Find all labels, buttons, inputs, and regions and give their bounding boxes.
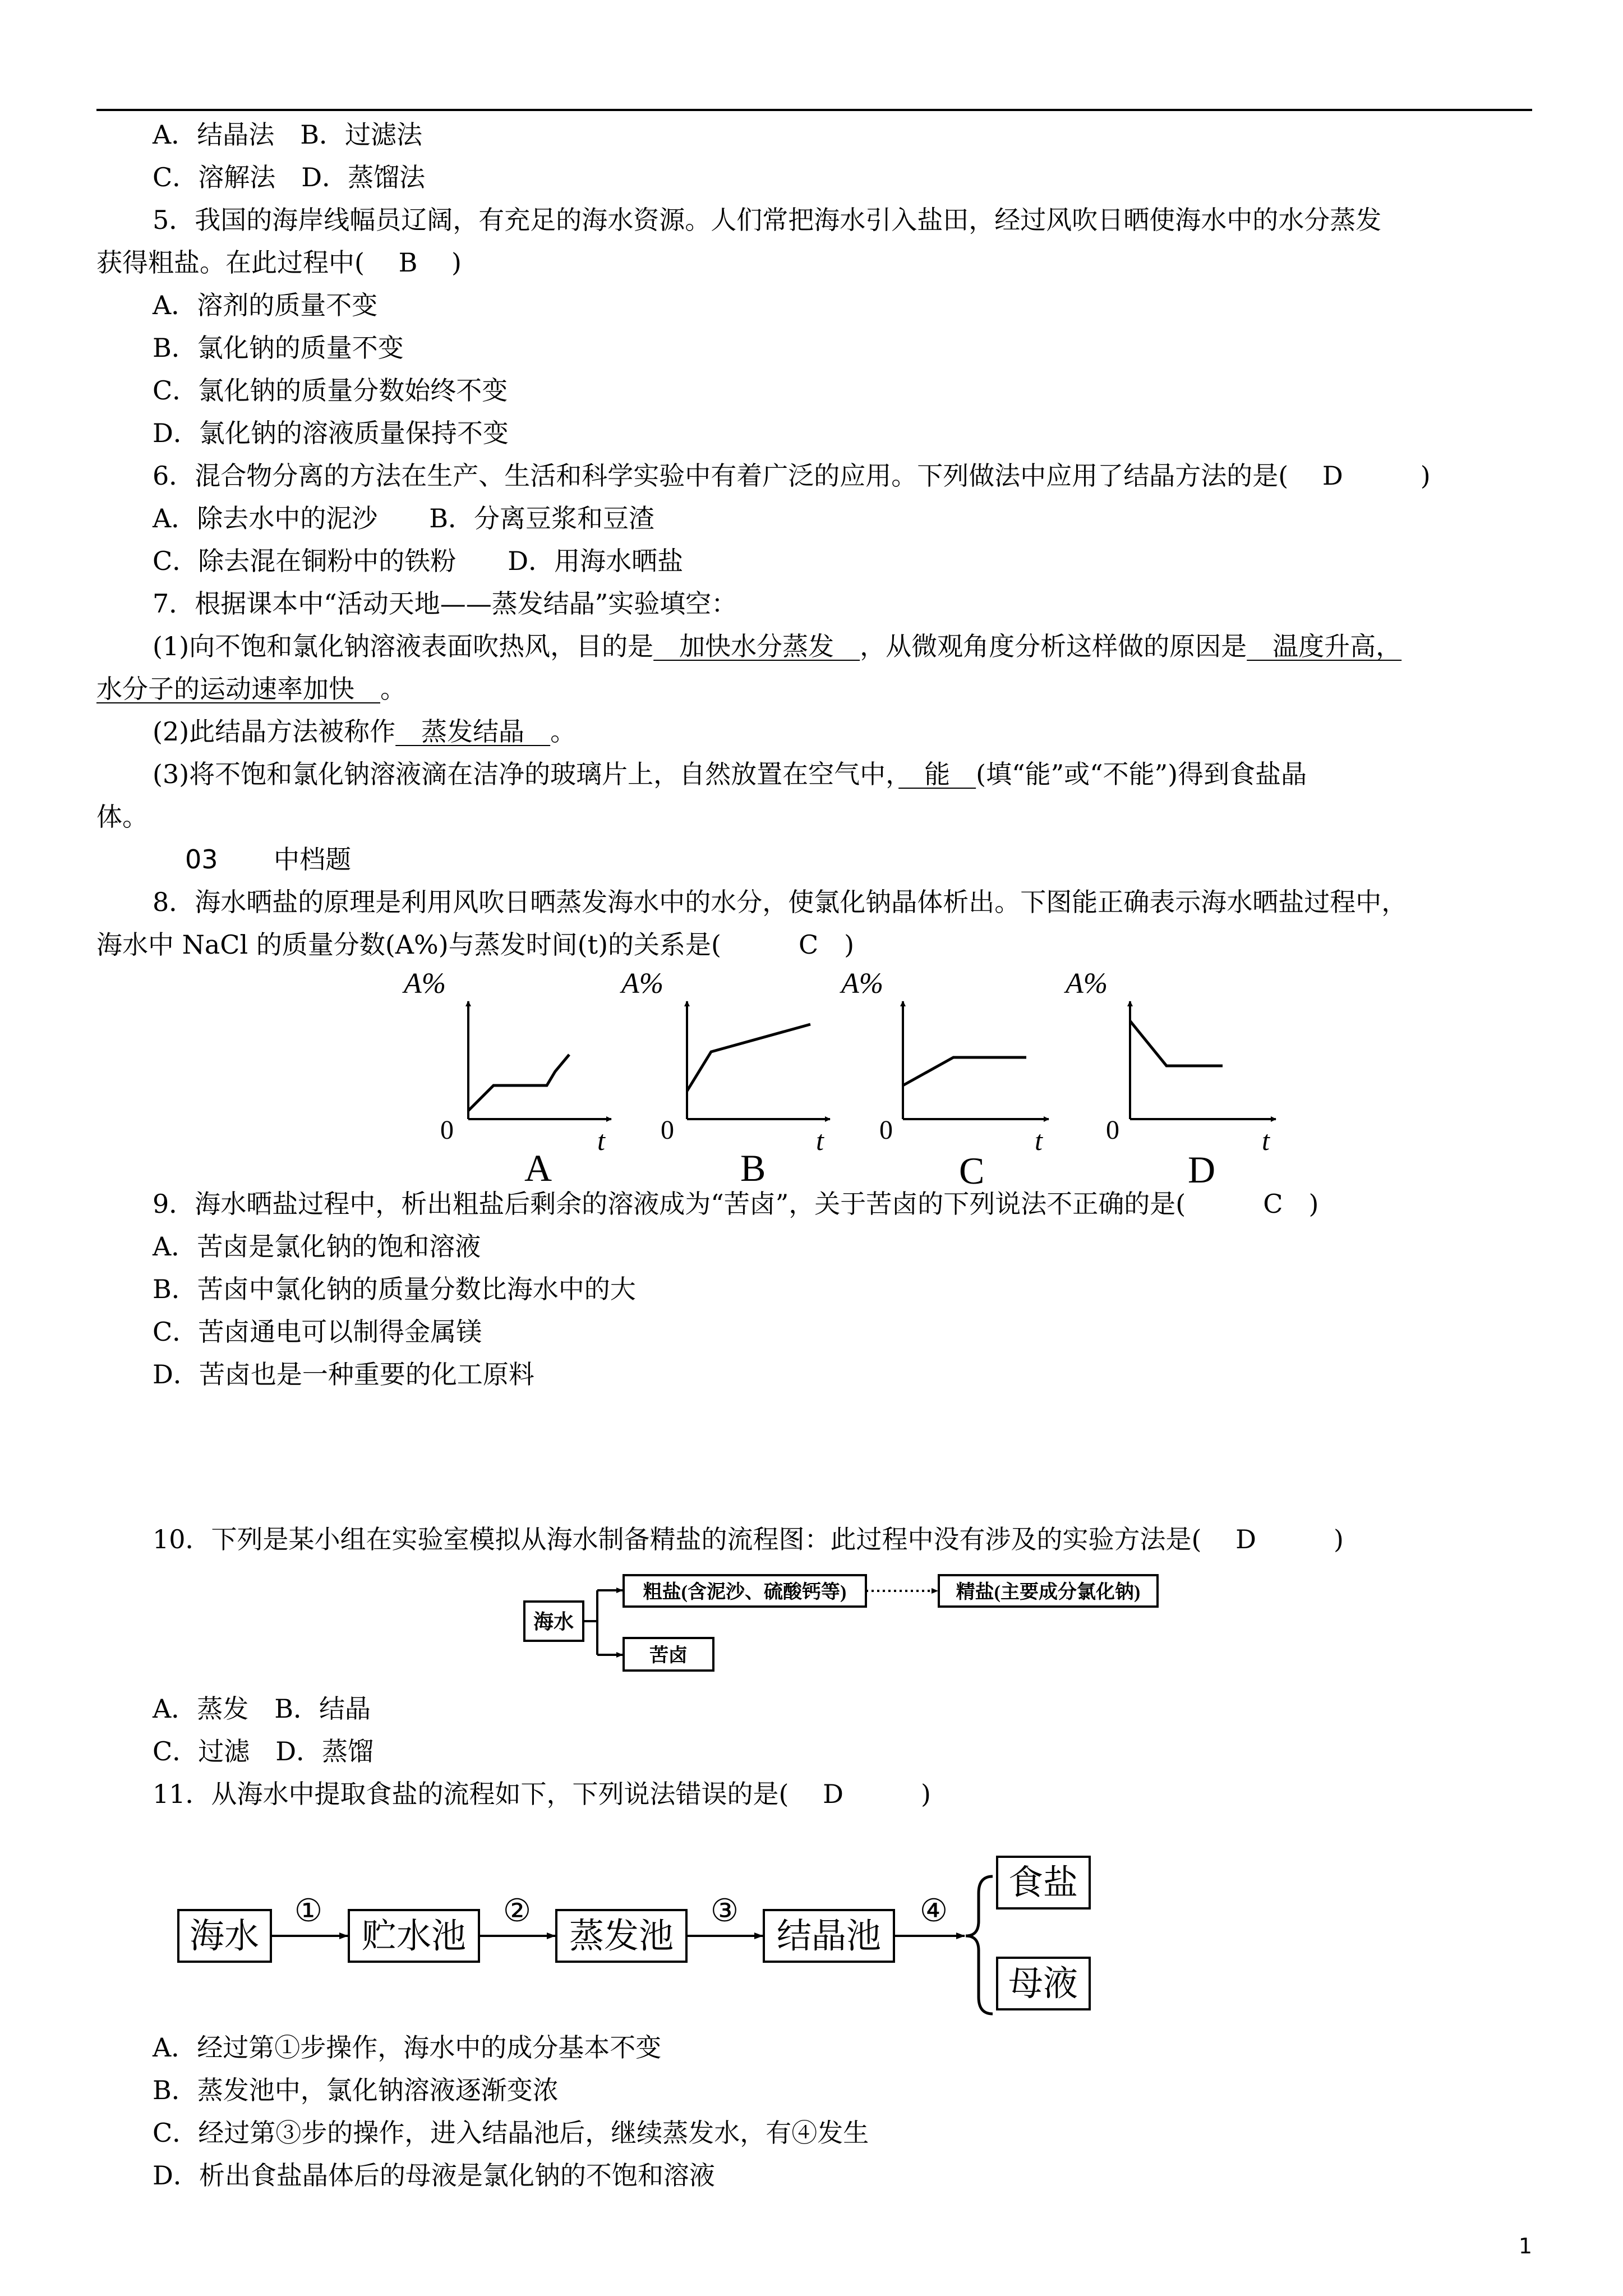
graph-c-xlabel: t (1035, 1125, 1043, 1156)
flow2-step-2: ② (502, 1894, 532, 1929)
q10-options-cd: C．过滤 D．蒸馏 (153, 1736, 374, 1766)
q8-stem-cont: 海水中 NaCl 的质量分数(A%)与蒸发时间(t)的关系是( C ) (96, 930, 855, 960)
graph-d-xlabel: t (1262, 1125, 1270, 1156)
q9-option-c: C．苦卤通电可以制得金属镁 (153, 1317, 482, 1347)
flow2-brace (966, 1876, 993, 2014)
q5-option-a: A．溶剂的质量不变 (153, 290, 378, 320)
q7-answer-2b: 水分子的运动速率加快 (96, 674, 354, 704)
q11-option-c: C．经过第③步的操作，进入结晶池后，继续蒸发水，有④发生 (153, 2118, 869, 2148)
q6-stem: 6．混合物分离的方法在生产、生活和科学实验中有着广泛的应用。下列做法中应用了结晶方法的是( D ) (153, 461, 1431, 491)
flow-box-bittern-label: 苦卤 (649, 1645, 688, 1666)
flow2-box-seawater-label: 海水 (189, 1917, 260, 1955)
q7-answer-1: 加快水分蒸发 (653, 631, 860, 661)
flow2-box-salt-label: 食盐 (1008, 1864, 1078, 1902)
flow2-step-1: ① (294, 1894, 323, 1929)
q5-option-c: C．氯化钠的质量分数始终不变 (153, 375, 508, 406)
section-title: 中档题 (274, 844, 351, 875)
q11-option-d: D．析出食盐晶体后的母液是氯化钠的不饱和溶液 (153, 2160, 715, 2191)
q4-options-ab: A．结晶法 B．过滤法 (153, 119, 423, 150)
graph-b-origin: 0 (661, 1115, 674, 1145)
q5-stem: 5．我国的海岸线幅员辽阔，有充足的海水资源。人们常把海水引入盐田，经过风吹日晒使海水中的水分蒸发 (153, 205, 1382, 235)
q7-part3: (3)将不饱和氯化钠溶液滴在洁净的玻璃片上，自然放置在空气中， 能 (填“能”或“不能”)得到食盐晶 (153, 759, 1307, 789)
q5-option-d: D．氯化钠的溶液质量保持不变 (153, 418, 509, 448)
q5-option-b: B．氯化钠的质量不变 (153, 333, 404, 363)
flow-box-fine-salt-label: 精盐(主要成分氯化钠) (956, 1582, 1141, 1603)
q10-stem: 10．下列是某小组在实验室模拟从海水制备精盐的流程图：此过程中没有涉及的实验方法是( D ) (153, 1524, 1344, 1554)
q8-stem: 8．海水晒盐的原理是利用风吹日晒蒸发海水中的水分，使氯化钠晶体析出。下图能正确表示海水晒盐过程中， (153, 887, 1408, 917)
graph-a-xlabel: t (597, 1125, 605, 1156)
q6-options-ab: A．除去水中的泥沙 B．分离豆浆和豆渣 (153, 503, 655, 533)
q7-part3-cont: 体。 (96, 802, 148, 832)
q9-option-a: A．苦卤是氯化钠的饱和溶液 (153, 1231, 481, 1262)
q4-options-cd: C．溶解法 D．蒸馏法 (153, 162, 426, 192)
q7-answer-2a: 温度升高， (1247, 631, 1402, 661)
flow-box-crude-salt-label: 粗盐(含泥沙、硫酸钙等) (643, 1582, 847, 1603)
flow2-box-mother-liquor-label: 母液 (1008, 1965, 1078, 2003)
q7-part2: (2)此结晶方法被称作 蒸发结晶 。 (153, 716, 577, 747)
q7-part1-cont: 水分子的运动速率加快 。 (96, 674, 406, 704)
graph-a-caption: A (524, 1147, 552, 1189)
q7-stem: 7．根据课本中“活动天地——蒸发结晶”实验填空： (153, 588, 737, 619)
q7-part1: (1)向不饱和氯化钠溶液表面吹热风，目的是 加快水分蒸发 ，从微观角度分析这样做的原因是 温度升高， (153, 631, 1402, 661)
q11-option-a: A．经过第①步操作，海水中的成分基本不变 (153, 2032, 662, 2063)
flow2-box-evaporation-label: 蒸发池 (569, 1917, 674, 1955)
q10-options-ab: A．蒸发 B．结晶 (153, 1694, 371, 1724)
page-number: 1 (1518, 2234, 1532, 2258)
graph-b-ylabel: A% (621, 968, 664, 1000)
section-number: 03 (185, 844, 218, 875)
q11-stem: 11．从海水中提取食盐的流程如下，下列说法错误的是( D ) (153, 1779, 931, 1809)
graph-c-ylabel: A% (841, 968, 884, 1000)
q5-stem-cont: 获得粗盐。在此过程中( B ) (96, 247, 462, 278)
flow2-box-crystallization-label: 结晶池 (776, 1917, 882, 1955)
flow2-box-reservoir-label: 贮水池 (361, 1917, 467, 1955)
flow2-step-3: ③ (710, 1894, 739, 1929)
flow2-step-4: ④ (919, 1894, 948, 1929)
q11-option-b: B．蒸发池中，氯化钠溶液逐渐变浓 (153, 2075, 559, 2105)
graph-a-origin: 0 (440, 1115, 454, 1145)
q9-option-d: D．苦卤也是一种重要的化工原料 (153, 1359, 534, 1389)
q6-options-cd: C．除去混在铜粉中的铁粉 D．用海水晒盐 (153, 546, 684, 576)
graph-d-origin: 0 (1106, 1115, 1119, 1145)
graph-c-origin: 0 (879, 1115, 893, 1145)
graph-b-caption: B (740, 1147, 766, 1189)
q9-option-b: B．苦卤中氯化钠的质量分数比海水中的大 (153, 1274, 636, 1304)
graph-c-caption: C (959, 1149, 985, 1192)
graph-b-xlabel: t (816, 1125, 824, 1156)
graph-d-ylabel: A% (1066, 968, 1108, 1000)
graph-a-ylabel: A% (404, 968, 446, 1000)
flow-box-seawater-label: 海水 (533, 1611, 574, 1633)
q7-answer-4: 能 (898, 759, 976, 789)
q7-answer-3: 蒸发结晶 (395, 716, 551, 747)
graph-d-caption: D (1188, 1148, 1216, 1191)
q9-stem: 9．海水晒盐过程中，析出粗盐后剩余的溶液成为“苦卤”，关于苦卤的下列说法不正确的是( C ) (153, 1189, 1319, 1219)
